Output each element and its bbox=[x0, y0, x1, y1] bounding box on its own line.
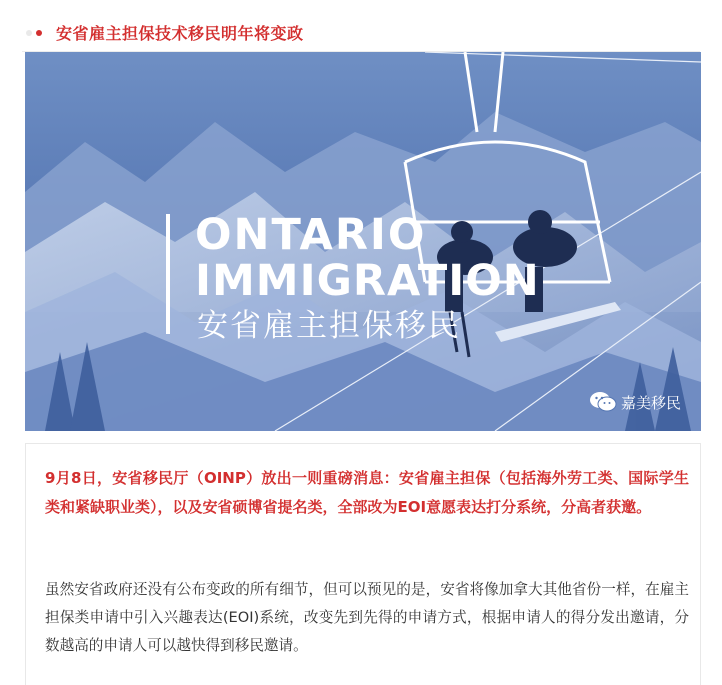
hero-divider-bar bbox=[166, 214, 170, 334]
title-dot-grey bbox=[26, 30, 32, 36]
lead-paragraph: 9月8日，安省移民厅（OINP）放出一则重磅消息：安省雇主担保（包括海外劳工类、国际学生类和紧缺职业类），以及安省硕博省提名类，全部改为EOI意愿表达打分系统，分高者获邀。 bbox=[45, 469, 689, 516]
wechat-watermark bbox=[589, 391, 681, 413]
watermark-label: 嘉美移民 bbox=[620, 393, 681, 412]
hero-heading-chinese: 安省雇主担保移民 bbox=[197, 308, 461, 344]
article-title: 安省雇主担保技术移民明年将变政 bbox=[56, 24, 304, 43]
title-marker-dots bbox=[26, 30, 44, 38]
wechat-icon bbox=[589, 391, 617, 413]
article-title-bar bbox=[22, 12, 700, 52]
article-content-card bbox=[25, 443, 701, 685]
hero-heading-line2: IMMIGRATION bbox=[195, 256, 540, 306]
title-dot-red bbox=[36, 30, 42, 36]
hero-heading-line1: ONTARIO bbox=[195, 210, 427, 260]
hero-heading-block bbox=[175, 212, 540, 346]
hero-banner-image bbox=[25, 52, 701, 431]
body-paragraph: 虽然安省政府还没有公布变政的所有细节，但可以预见的是，安省将像加拿大其他省份一样，在雇主担保类申请中引入兴趣表达(EOI)系统，改变先到先得的申请方式，根据申请人的得分发出邀请，分数越高的申请人可以越快得到移民邀请。 bbox=[45, 581, 689, 654]
